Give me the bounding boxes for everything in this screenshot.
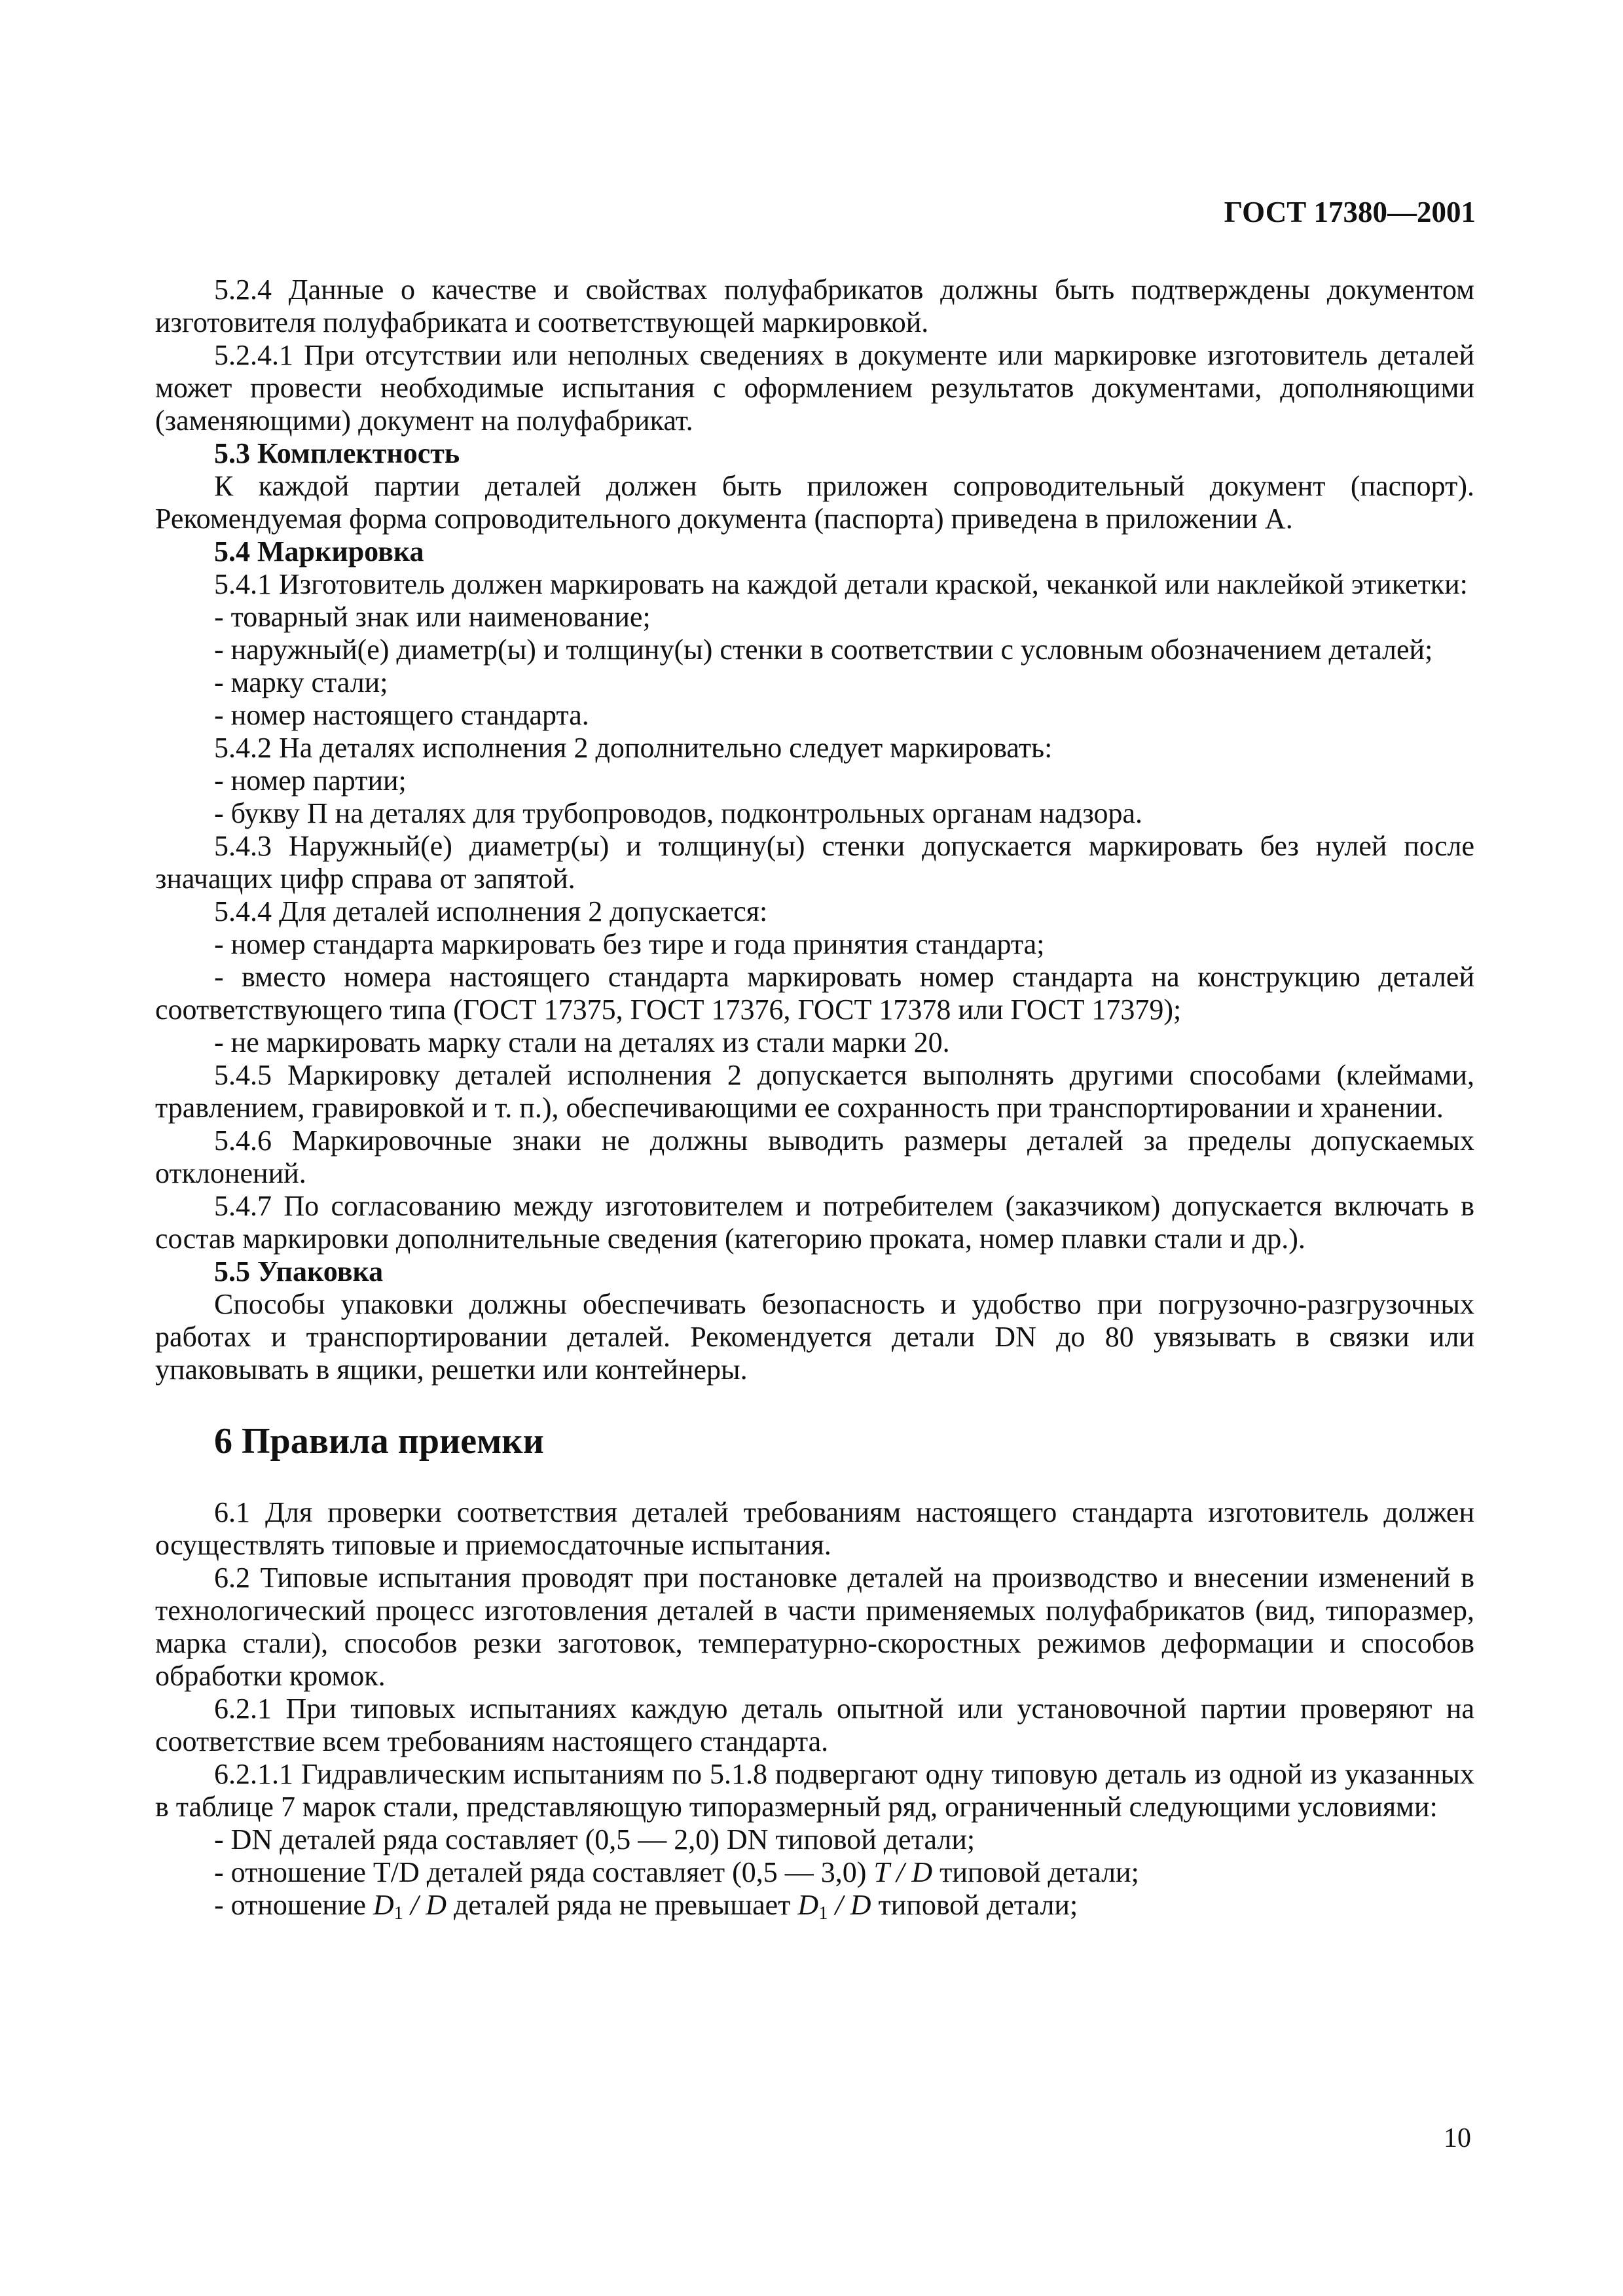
list-item: - букву П на деталях для трубопроводов, подконтрольных органам надзора. bbox=[214, 797, 1142, 829]
formula-d: D bbox=[373, 1889, 394, 1921]
list-item-td-ratio bbox=[155, 1856, 1474, 1889]
paragraph-5-4-7: 5.4.7 По согласованию между изготовителем и потребителем (заказчиком) допускается включать в состав маркировки дополнительные сведения (категорию проката, номер плавки стали и др.). bbox=[155, 1190, 1474, 1255]
list-item-d1d-ratio bbox=[155, 1889, 1474, 1922]
paragraph-5-4-4: 5.4.4 Для деталей исполнения 2 допускается: bbox=[214, 895, 768, 927]
list-item: - номер партии; bbox=[214, 764, 407, 797]
list-item: - наружный(е) диаметр(ы) и толщину(ы) стенки в соответствии с условным обозначением деталей; bbox=[214, 634, 1433, 666]
paragraph-5-2-4-1: 5.2.4.1 При отсутствии или неполных сведениях в документе или маркировке изготовитель деталей может провести необходимые испытания с оформлением результатов документами, дополняющими (заменяющими) документ на полуфабрикат. bbox=[155, 339, 1474, 437]
heading-5-5: 5.5 Упаковка bbox=[214, 1255, 384, 1287]
text-run: - отношение T/D деталей ряда составляет (0,5 — 3,0) bbox=[214, 1856, 874, 1888]
text-run: деталей ряда не превышает bbox=[446, 1889, 798, 1921]
paragraph-5-4-5: 5.4.5 Маркировку деталей исполнения 2 допускается выполнять другими способами (клеймами, травлением, гравировкой и т. п.), обеспечивающими ее сохранность при транспортировании и хранении. bbox=[155, 1059, 1474, 1124]
list-item: - не маркировать марку стали на деталях из стали марки 20. bbox=[214, 1026, 950, 1058]
list-item: - товарный знак или наименование; bbox=[214, 601, 651, 633]
document-code-header: ГОСТ 17380—2001 bbox=[1224, 196, 1476, 228]
list-item: - марку стали; bbox=[214, 666, 388, 698]
paragraph-completeness: К каждой партии деталей должен быть приложен сопроводительный документ (паспорт). Рекомендуемая форма сопроводительного документа (паспорта) приведена в приложении А. bbox=[155, 470, 1474, 535]
text-run: - отношение bbox=[214, 1889, 373, 1921]
list-item: - DN деталей ряда составляет (0,5 — 2,0) DN типовой детали; bbox=[214, 1823, 976, 1856]
paragraph-5-4-2: 5.4.2 На деталях исполнения 2 дополнительно следует маркировать: bbox=[214, 732, 1053, 764]
paragraph-5-4-6: 5.4.6 Маркировочные знаки не должны выводить размеры деталей за пределы допускаемых отклонений. bbox=[155, 1124, 1474, 1189]
formula-over-d: / D bbox=[403, 1889, 447, 1921]
formula-subscript: 1 bbox=[393, 1903, 403, 1924]
section-title-6: 6 Правила приемки bbox=[214, 1421, 544, 1462]
formula-subscript: 1 bbox=[818, 1903, 828, 1924]
text-run: типовой детали; bbox=[871, 1889, 1078, 1921]
list-item: - вместо номера настоящего стандарта маркировать номер стандарта на конструкцию деталей соответствующего типа (ГОСТ 17375, ГОСТ 17376, ГОСТ 17378 или ГОСТ 17379); bbox=[155, 961, 1474, 1026]
paragraph-6-2-1: 6.2.1 При типовых испытаниях каждую деталь опытной или установочной партии проверяют на соответствие всем требованиям настоящего стандарта. bbox=[155, 1693, 1474, 1757]
paragraph-5-4-1: 5.4.1 Изготовитель должен маркировать на каждой детали краской, чеканкой или наклейкой этикетки: bbox=[214, 568, 1468, 600]
paragraph-5-4-3: 5.4.3 Наружный(е) диаметр(ы) и толщину(ы) стенки допускается маркировать без нулей после значащих цифр справа от запятой. bbox=[155, 830, 1474, 895]
formula-d: D bbox=[797, 1889, 819, 1921]
paragraph-6-1: 6.1 Для проверки соответствия деталей требованиям настоящего стандарта изготовитель должен осуществлять типовые и приемосдаточные испытания. bbox=[155, 1496, 1474, 1561]
list-item: - номер настоящего стандарта. bbox=[214, 699, 589, 731]
heading-5-4: 5.4 Маркировка bbox=[214, 535, 424, 567]
text-run: типовой детали; bbox=[932, 1856, 1139, 1888]
paragraph-6-2: 6.2 Типовые испытания проводят при постановке деталей на производство и внесении изменений в технологический процесс изготовления деталей в части применяемых полуфабрикатов (вид, типоразмер, марка стали), способов резки заготовок, температурно-скоростных режимов деформации и способов обработки кромок. bbox=[155, 1562, 1474, 1692]
paragraph-packaging: Способы упаковки должны обеспечивать безопасность и удобство при погрузочно-разгрузочных работах и транспортировании деталей. Рекомендуется детали DN до 80 увязывать в связки или упаковывать в ящики, решетки или контейнеры. bbox=[155, 1288, 1474, 1386]
heading-5-3: 5.3 Комплектность bbox=[214, 437, 460, 469]
page-number: 10 bbox=[1444, 2123, 1471, 2153]
formula-over-d: / D bbox=[828, 1889, 871, 1921]
list-item: - номер стандарта маркировать без тире и года принятия стандарта; bbox=[214, 928, 1045, 960]
paragraph-6-2-1-1: 6.2.1.1 Гидравлическим испытаниям по 5.1.8 подвергают одну типовую деталь из одной из указанных в таблице 7 марок стали, представляющую типоразмерный ряд, ограниченный следующими условиями: bbox=[155, 1758, 1474, 1823]
paragraph-5-2-4: 5.2.4 Данные о качестве и свойствах полуфабрикатов должны быть подтверждены документом изготовителя полуфабриката и соответствующей маркировкой. bbox=[155, 274, 1474, 338]
document-body bbox=[155, 274, 1474, 1922]
formula-t-over-d: T / D bbox=[873, 1856, 933, 1888]
